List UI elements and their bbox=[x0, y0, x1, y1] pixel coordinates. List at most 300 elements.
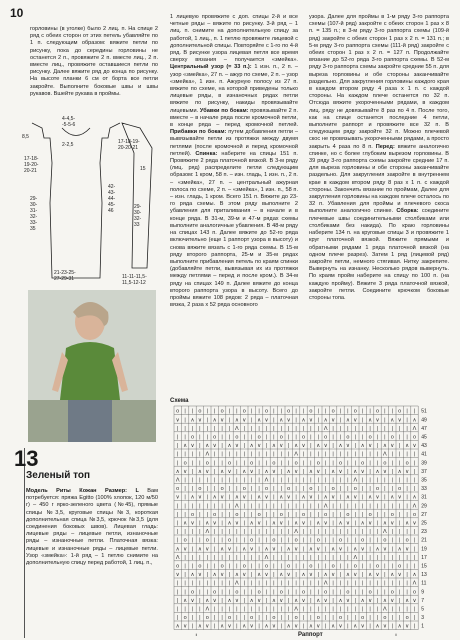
chart-row-number: 41 bbox=[421, 451, 427, 458]
chart-stitch-symbol: | bbox=[176, 529, 179, 536]
chart-stitch-symbol: | bbox=[339, 589, 342, 596]
chart-stitch-symbol: | bbox=[339, 554, 342, 561]
chart-stitch-symbol: | bbox=[213, 503, 216, 510]
chart-stitch-symbol: ∧ bbox=[190, 417, 195, 424]
chart-stitch-symbol: o bbox=[361, 615, 365, 622]
chart-stitch-symbol: ∨ bbox=[331, 417, 336, 424]
chart-stitch-symbol: | bbox=[406, 563, 408, 570]
chart-stitch-symbol: | bbox=[280, 451, 283, 458]
chart-stitch-symbol: ∧ bbox=[331, 468, 336, 475]
chart-stitch-symbol: | bbox=[258, 425, 260, 432]
chart-stitch-symbol: | bbox=[287, 477, 290, 484]
chart-stitch-symbol: | bbox=[250, 572, 253, 579]
chart-stitch-symbol: ∨ bbox=[353, 417, 358, 424]
chart-stitch-symbol: | bbox=[228, 503, 231, 510]
chart-stitch-symbol: o bbox=[383, 460, 387, 467]
chart-stitch-symbol: Λ bbox=[235, 580, 239, 587]
chart-stitch-symbol: o bbox=[287, 563, 291, 570]
chart-stitch-symbol: | bbox=[302, 486, 305, 493]
chart-stitch-symbol: | bbox=[184, 589, 186, 596]
chart-stitch-symbol: | bbox=[265, 589, 268, 596]
chart-stitch-symbol: | bbox=[398, 443, 401, 450]
chart-stitch-symbol: ∧ bbox=[375, 546, 380, 553]
chart-stitch-symbol: | bbox=[339, 408, 342, 415]
chart-stitch-symbol: | bbox=[250, 494, 253, 501]
chart-stitch-symbol: | bbox=[376, 580, 379, 587]
chart-stitch-symbol: | bbox=[236, 477, 238, 484]
chart-stitch-symbol: | bbox=[347, 623, 349, 630]
chart-stitch-symbol: o bbox=[213, 434, 217, 441]
chart-stitch-symbol: ∧ bbox=[331, 546, 336, 553]
chart-stitch-symbol: | bbox=[250, 486, 253, 493]
chart-stitch-symbol: | bbox=[213, 580, 216, 587]
chart-stitch-symbol: | bbox=[324, 615, 327, 622]
chart-stitch-symbol: ∧ bbox=[286, 546, 291, 553]
chart-stitch-symbol: ∨ bbox=[271, 546, 276, 553]
chart-stitch-symbol: | bbox=[228, 563, 231, 570]
chart-stitch-symbol: | bbox=[243, 615, 246, 622]
chart-stitch-symbol: | bbox=[258, 486, 260, 493]
chart-stitch-symbol: o bbox=[257, 511, 261, 518]
chart-stitch-symbol: | bbox=[347, 537, 349, 544]
chart-stitch-symbol: ∧ bbox=[405, 520, 410, 527]
chart-stitch-symbol: Λ bbox=[264, 477, 269, 484]
chart-stitch-symbol: | bbox=[206, 408, 209, 415]
chart-stitch-symbol: | bbox=[273, 503, 275, 510]
chart-stitch-symbol: | bbox=[221, 589, 223, 596]
chart-stitch-symbol: | bbox=[250, 408, 253, 415]
chart-stitch-symbol: o bbox=[375, 408, 380, 415]
chart-stitch-symbol: | bbox=[250, 451, 253, 458]
chart-stitch-symbol: | bbox=[213, 606, 216, 613]
chart-stitch-symbol: | bbox=[287, 511, 290, 518]
chart-stitch-symbol: | bbox=[339, 503, 342, 510]
chart-stitch-symbol: | bbox=[221, 537, 223, 544]
chart-stitch-symbol: | bbox=[199, 477, 201, 484]
chart-stitch-symbol: o bbox=[176, 486, 180, 493]
chart-stitch-symbol: | bbox=[413, 606, 416, 613]
chart-stitch-symbol: ∧ bbox=[345, 494, 350, 501]
chart-stitch-symbol: ∧ bbox=[301, 572, 306, 579]
chart-stitch-symbol: | bbox=[302, 563, 305, 570]
chart-stitch-symbol: | bbox=[310, 615, 312, 622]
chart-stitch-symbol: | bbox=[354, 615, 357, 622]
chart-stitch-symbol: Λ bbox=[383, 451, 387, 458]
chart-stitch-symbol: | bbox=[398, 520, 401, 527]
chart-stitch-symbol: | bbox=[287, 554, 290, 561]
chart-stitch-symbol: ∨ bbox=[323, 597, 328, 604]
chart-stitch-symbol: | bbox=[184, 494, 186, 501]
chart-stitch-symbol: ∨ bbox=[257, 597, 262, 604]
chart-stitch-symbol: | bbox=[369, 606, 371, 613]
chart-stitch-symbol: o bbox=[235, 434, 239, 441]
chart-row-number: 19 bbox=[421, 546, 427, 553]
chart-stitch-symbol: | bbox=[206, 554, 209, 561]
chart-stitch-symbol: ∧ bbox=[183, 443, 188, 450]
chart-stitch-symbol: ∧ bbox=[279, 494, 284, 501]
chart-stitch-symbol: | bbox=[332, 443, 334, 450]
chart-stitch-symbol: ∨ bbox=[220, 572, 225, 579]
chart-stitch-symbol: | bbox=[317, 580, 320, 587]
chart-stitch-symbol: Λ bbox=[323, 425, 328, 432]
chart-stitch-symbol: | bbox=[398, 537, 401, 544]
chart-stitch-symbol: o bbox=[375, 563, 380, 570]
chart-stitch-symbol: ∧ bbox=[227, 597, 232, 604]
chart-stitch-symbol: | bbox=[376, 606, 379, 613]
chart-stitch-symbol: | bbox=[391, 425, 394, 432]
chart-stitch-symbol: | bbox=[191, 460, 194, 467]
chart-stitch-symbol: ∨ bbox=[249, 546, 254, 553]
chart-stitch-symbol: o bbox=[309, 563, 313, 570]
chart-stitch-symbol: ∨ bbox=[316, 468, 321, 475]
chart-row-number: 1 bbox=[421, 623, 424, 630]
chart-stitch-symbol: | bbox=[369, 451, 371, 458]
chart-stitch-symbol: | bbox=[384, 434, 386, 441]
chart-stitch-symbol: | bbox=[295, 511, 297, 518]
chart-stitch-symbol: | bbox=[280, 615, 283, 622]
chart-stitch-symbol: ∧ bbox=[412, 572, 417, 579]
left_col_d-segment: Платочная вязка: лицевые и изнаночные ряды – лицевые петли. bbox=[26, 538, 158, 552]
chart-stitch-symbol: | bbox=[398, 451, 401, 458]
chart-stitch-symbol: o bbox=[383, 537, 387, 544]
section-divider bbox=[24, 448, 25, 638]
chart-stitch-symbol: | bbox=[258, 468, 260, 475]
chart-stitch-symbol: | bbox=[376, 529, 379, 536]
chart-stitch-symbol: o bbox=[383, 615, 387, 622]
chart-stitch-symbol: | bbox=[339, 529, 342, 536]
chart-stitch-symbol: | bbox=[258, 460, 260, 467]
chart-stitch-symbol: ∨ bbox=[412, 443, 417, 450]
chart-stitch-symbol: | bbox=[199, 520, 201, 527]
chart-stitch-symbol: ∧ bbox=[338, 597, 343, 604]
chart-stitch-symbol: | bbox=[287, 503, 290, 510]
chart-stitch-symbol: | bbox=[406, 425, 408, 432]
chart-stitch-symbol: Λ bbox=[235, 503, 239, 510]
chart-stitch-symbol: | bbox=[228, 572, 231, 579]
chart-stitch-symbol: ∨ bbox=[190, 520, 195, 527]
chart-stitch-symbol: o bbox=[220, 563, 224, 570]
chart-stitch-symbol: | bbox=[332, 537, 334, 544]
chart-stitch-symbol: | bbox=[347, 529, 349, 536]
chart-stitch-symbol: o bbox=[301, 434, 306, 441]
chart-row-number: 25 bbox=[421, 520, 427, 527]
chart-stitch-symbol: | bbox=[243, 580, 246, 587]
chart-stitch-symbol: o bbox=[390, 511, 394, 518]
chart-stitch-symbol: o bbox=[213, 511, 217, 518]
chart-stitch-symbol: | bbox=[287, 529, 290, 536]
chart-stitch-symbol: | bbox=[176, 606, 179, 613]
chart-stitch-symbol: o bbox=[346, 434, 350, 441]
chart-stitch-symbol: ∧ bbox=[249, 520, 254, 527]
chart-row-number: 7 bbox=[421, 597, 424, 604]
chart-stitch-symbol: | bbox=[258, 623, 260, 630]
chart-stitch-symbol: | bbox=[258, 563, 260, 570]
chart-stitch-symbol: | bbox=[199, 580, 201, 587]
chart-stitch-symbol: | bbox=[295, 589, 297, 596]
chart-stitch-symbol: ∨ bbox=[338, 623, 343, 630]
chart-stitch-symbol: ∨ bbox=[264, 494, 269, 501]
chart-stitch-symbol: o bbox=[190, 589, 195, 596]
chart-stitch-symbol: | bbox=[228, 511, 231, 518]
chart-stitch-symbol: | bbox=[398, 580, 401, 587]
chart-stitch-symbol: | bbox=[280, 606, 283, 613]
chart-row-number: 13 bbox=[421, 572, 427, 579]
chart-stitch-symbol: ∨ bbox=[227, 468, 232, 475]
chart-stitch-symbol: | bbox=[324, 529, 327, 536]
chart-stitch-symbol: | bbox=[406, 408, 408, 415]
schematic-label-right-lower: 29-30-32-33 bbox=[134, 204, 142, 228]
chart-stitch-symbol: o bbox=[412, 511, 417, 518]
chart-row-number: 31 bbox=[421, 494, 427, 501]
chart-stitch-symbol: ∨ bbox=[308, 494, 313, 501]
chart-stitch-symbol: | bbox=[384, 477, 386, 484]
chart-stitch-symbol: ∧ bbox=[390, 572, 395, 579]
left_col_d-segment: Вам потребуется: пряжа Egitto (100% хлопок, 120 м/50 г) – 450 г ярко-зеленого цвета (№45), прямые спицы №3,5, круговые спицы №3, короткая дополнительная спица №3,5, крючок №3,5 (для соединения боковых швов). bbox=[26, 488, 158, 531]
schematic-label-left-top: 8,5 bbox=[22, 134, 29, 140]
chart-stitch-symbol: o bbox=[227, 460, 232, 467]
chart-stitch-symbol: | bbox=[310, 537, 312, 544]
chart-stitch-symbol: ∨ bbox=[279, 597, 284, 604]
chart-stitch-symbol: | bbox=[280, 408, 283, 415]
pattern-number: 13 bbox=[14, 446, 39, 471]
chart-stitch-symbol: | bbox=[317, 434, 320, 441]
chart-stitch-symbol: Λ bbox=[175, 477, 180, 484]
right_col_b-segment: 1 лицевую провяжите с доп. спицы 2-й и все четные ряды – вяжите по рисунку. 3-й ряд – 1 лиц. п. снимите на дополнительную спицу за работой, 1 лиц., п. 1 петлю провяжите лицевой с дополнительной спицы. Повторяйте с 1-го по 4-й ряд. В рисунке узора лицевая петля все время сверху вязания – получается «змейка». bbox=[170, 14, 298, 64]
chart-stitch-symbol: | bbox=[406, 606, 408, 613]
schematic-label-right-bottom: 11-11-11,5-11,5-12-12 bbox=[122, 274, 147, 286]
chart-stitch-symbol: | bbox=[273, 589, 275, 596]
chart-stitch-symbol: ∨ bbox=[205, 468, 210, 475]
chart-stitch-symbol: | bbox=[354, 443, 357, 450]
chart-row-number: 3 bbox=[421, 615, 424, 622]
chart-stitch-symbol: o bbox=[294, 537, 298, 544]
chart-stitch-symbol: | bbox=[176, 615, 179, 622]
model-photo bbox=[28, 290, 156, 442]
chart-stitch-symbol: ∨ bbox=[227, 623, 232, 630]
chart-stitch-symbol: | bbox=[398, 477, 401, 484]
chart-stitch-symbol: | bbox=[295, 417, 297, 424]
chart-stitch-symbol: | bbox=[273, 554, 275, 561]
chart-stitch-symbol: ∨ bbox=[316, 546, 321, 553]
chart-stitch-symbol: ∧ bbox=[360, 520, 365, 527]
chart-stitch-symbol: | bbox=[184, 580, 186, 587]
chart-stitch-symbol: ∧ bbox=[227, 520, 232, 527]
chart-stitch-symbol: ∨ bbox=[220, 417, 225, 424]
chart-stitch-symbol: | bbox=[361, 477, 364, 484]
chart-stitch-symbol: | bbox=[369, 529, 371, 536]
chart-stitch-symbol: | bbox=[339, 417, 342, 424]
chart-stitch-symbol: | bbox=[265, 503, 268, 510]
chart-row-number: 35 bbox=[421, 477, 427, 484]
chart-stitch-symbol: o bbox=[368, 434, 372, 441]
chart-stitch-symbol: | bbox=[199, 529, 201, 536]
chart-stitch-symbol: | bbox=[391, 580, 394, 587]
chart-stitch-symbol: ∨ bbox=[227, 546, 232, 553]
chart-stitch-symbol: | bbox=[228, 529, 231, 536]
chart-stitch-symbol: ∨ bbox=[242, 417, 247, 424]
chart-stitch-symbol: ∨ bbox=[353, 572, 358, 579]
chart-stitch-symbol: | bbox=[406, 486, 408, 493]
chart-stitch-symbol: o bbox=[301, 589, 306, 596]
chart-stitch-symbol: | bbox=[413, 408, 416, 415]
chart-stitch-symbol: ∧ bbox=[197, 468, 202, 475]
chart-row-number: 21 bbox=[421, 537, 427, 544]
chart-stitch-symbol: o bbox=[272, 537, 276, 544]
chart-stitch-symbol: ∨ bbox=[353, 494, 358, 501]
chart-stitch-symbol: ∧ bbox=[183, 597, 188, 604]
top-left-text: горловины (в уголке) было 2 лиц. п. На спице 2 ряд с обеих сторон от этих петель убавляйте по 1 п. следующим образом: вяжите петли по рисунку, пока до середины горловины не останется 2 п., провяжите 2 п. вместе лиц., 2 п. вместе лиц., провяжите оставшиеся петли по рисунку. Далее вяжите ряд до конца по рисунку. На высоте планки 6 см от борта все петли закройте. Выполните боковые швы и швы рукавов. Вшейте рукава в проймы. bbox=[30, 26, 158, 97]
chart-stitch-symbol: | bbox=[273, 606, 275, 613]
chart-stitch-symbol: | bbox=[369, 486, 371, 493]
chart-stitch-symbol: ∧ bbox=[286, 468, 291, 475]
chart-stitch-symbol: ∨ bbox=[249, 623, 254, 630]
chart-stitch-symbol: | bbox=[317, 494, 320, 501]
chart-stitch-symbol: | bbox=[361, 434, 364, 441]
chart-stitch-symbol: ∨ bbox=[345, 597, 350, 604]
chart-stitch-symbol: ∨ bbox=[323, 520, 328, 527]
chart-stitch-symbol: | bbox=[213, 486, 216, 493]
chart-stitch-symbol: o bbox=[412, 589, 417, 596]
chart-stitch-symbol: | bbox=[332, 460, 334, 467]
chart-row-number: 23 bbox=[421, 529, 427, 536]
chart-stitch-symbol: | bbox=[287, 443, 290, 450]
chart-stitch-symbol: o bbox=[324, 511, 328, 518]
chart-stitch-symbol: ∨ bbox=[205, 623, 210, 630]
chart-stitch-symbol: | bbox=[369, 503, 371, 510]
chart-stitch-symbol: | bbox=[354, 511, 357, 518]
chart-stitch-symbol: ∨ bbox=[368, 597, 373, 604]
chart-stitch-symbol: ∨ bbox=[234, 443, 239, 450]
chart-stitch-symbol: | bbox=[184, 606, 186, 613]
chart-stitch-symbol: o bbox=[279, 511, 283, 518]
left_col_d-segment: Модель Риты Кожан bbox=[26, 488, 106, 494]
chart-stitch-symbol: ∧ bbox=[183, 520, 188, 527]
chart-stitch-symbol: | bbox=[191, 451, 194, 458]
chart-stitch-symbol: ∧ bbox=[308, 546, 313, 553]
chart-stitch-symbol: | bbox=[384, 486, 386, 493]
chart-stitch-symbol: ∨ bbox=[360, 546, 365, 553]
chart-stitch-symbol: | bbox=[347, 408, 349, 415]
chart-row-number: 29 bbox=[421, 503, 427, 510]
chart-stitch-symbol: ∨ bbox=[271, 468, 276, 475]
chart-stitch-symbol: | bbox=[398, 529, 401, 536]
chart-stitch-symbol: o bbox=[353, 408, 357, 415]
chart-stitch-symbol: | bbox=[250, 434, 253, 441]
chart-stitch-symbol: o bbox=[205, 537, 209, 544]
chart-stitch-symbol: | bbox=[324, 460, 327, 467]
chart-stitch-symbol: o bbox=[257, 434, 261, 441]
chart-stitch-symbol: | bbox=[354, 434, 357, 441]
chart-stitch-symbol: ∨ bbox=[212, 520, 217, 527]
chart-stitch-symbol: | bbox=[413, 477, 416, 484]
page-number: 10 bbox=[10, 6, 24, 20]
chart-stitch-symbol: | bbox=[250, 589, 253, 596]
chart-stitch-symbol: | bbox=[191, 615, 194, 622]
chart-stitch-symbol: ∨ bbox=[175, 572, 180, 579]
chart-stitch-symbol: | bbox=[384, 494, 386, 501]
chart-stitch-symbol: ∧ bbox=[323, 494, 328, 501]
chart-stitch-symbol: | bbox=[295, 486, 297, 493]
chart-stitch-symbol: ∧ bbox=[316, 520, 321, 527]
chart-stitch-symbol: | bbox=[317, 554, 320, 561]
chart-stitch-symbol: | bbox=[332, 511, 334, 518]
chart-stitch-symbol: ∨ bbox=[382, 468, 387, 475]
chart-stitch-symbol: | bbox=[369, 546, 371, 553]
chart-row-number: 47 bbox=[421, 425, 427, 432]
chart-row-number: 33 bbox=[421, 486, 427, 493]
chart-stitch-symbol: | bbox=[302, 529, 305, 536]
chart-stitch-symbol: | bbox=[361, 563, 364, 570]
chart-stitch-symbol: o bbox=[213, 589, 217, 596]
chart-stitch-symbol: | bbox=[324, 606, 327, 613]
chart-stitch-symbol: | bbox=[317, 425, 320, 432]
schematic-label-left-bottom: 29-30-31-32-33-35 bbox=[30, 196, 38, 232]
chart-stitch-symbol: | bbox=[413, 537, 416, 544]
chart-stitch-symbol: | bbox=[332, 520, 334, 527]
chart-stitch-symbol: | bbox=[310, 434, 312, 441]
chart-stitch-symbol: o bbox=[331, 563, 335, 570]
chart-stitch-symbol: ∧ bbox=[197, 623, 202, 630]
chart-stitch-symbol: | bbox=[184, 417, 186, 424]
chart-stitch-symbol: | bbox=[302, 451, 305, 458]
chart-stitch-symbol: | bbox=[273, 580, 275, 587]
chart-stitch-symbol: o bbox=[205, 615, 209, 622]
chart-stitch-symbol: | bbox=[280, 546, 283, 553]
chart-stitch-symbol: | bbox=[310, 597, 312, 604]
chart-stitch-symbol: | bbox=[413, 615, 416, 622]
chart-stitch-symbol: | bbox=[406, 572, 408, 579]
chart-stitch-symbol: | bbox=[206, 494, 209, 501]
chart-stitch-symbol: o bbox=[264, 486, 269, 493]
chart-stitch-symbol: ∨ bbox=[301, 443, 306, 450]
chart-stitch-symbol: ∧ bbox=[175, 623, 180, 630]
chart-stitch-symbol: | bbox=[347, 580, 349, 587]
chart-stitch-symbol: o bbox=[287, 486, 291, 493]
chart-stitch-symbol: ∧ bbox=[212, 417, 217, 424]
chart-stitch-symbol: ∨ bbox=[205, 546, 210, 553]
chart-stitch-symbol: | bbox=[236, 606, 238, 613]
materials-column bbox=[26, 488, 158, 638]
right_col_b-segment: наберите на спицы 151 п. Провяжите 2 ряда платочной вязкой. В 3-м ряду (лиц. ряд) распределите петли следующим образом: 1 кром, 58 п. – изн. гладь, 1 изн. п., 2 п. – «змейка», 27 п. – центральный ажурная полоса по схеме, 2 п. – «змейка», 1 изн. п., 58 п. – изн. гладь, 1 кром. Всего 151 п. Вяжите до 23-го ряда схемы. В этом ряду выполните 2 убавления для приталивания – в начале и в конце ряда. В 31-м, 39-м и 47-м рядах схемы выполните аналогичные убавления. В 48-м ряду на спицах 143 п. Далее вяжите до 52-го ряда включительно (еще 1 раппорт узора в высоту) и снова вяжите вязать с 1-го ряда схемы. В 15-м ряду второго раппорта, 25-м и 35-м рядах выполните прибавления петель по краям спинки (добавляйте петли, вывязывая их из протяжки между петлями – перед и после кром.). В 34-м ряду на спицах 149 п. Далее вяжите до конца второго раппорта узора в высоту. Всего до проймы вяжите 108 рядов: 2 ряда – платочная вязка, 2 раза х 52 ряда основного bbox=[170, 150, 298, 309]
chart-stitch-symbol: | bbox=[243, 434, 246, 441]
chart-stitch-symbol: | bbox=[280, 486, 283, 493]
chart-stitch-symbol: | bbox=[265, 443, 268, 450]
chart-stitch-symbol: | bbox=[376, 451, 379, 458]
chart-stitch-symbol: | bbox=[213, 623, 216, 630]
chart-stitch-symbol: ∧ bbox=[242, 546, 247, 553]
schematic-label-left-mid: 2-2,5 bbox=[62, 142, 74, 148]
chart-stitch-symbol: ∨ bbox=[308, 572, 313, 579]
chart-stitch-symbol: o bbox=[242, 563, 246, 570]
chart-stitch-symbol: o bbox=[198, 486, 202, 493]
chart-stitch-symbol: ∧ bbox=[412, 417, 417, 424]
chart-stitch-symbol: ∨ bbox=[294, 468, 299, 475]
chart-stitch-symbol: | bbox=[265, 580, 268, 587]
chart-stitch-symbol: | bbox=[176, 460, 179, 467]
chart-stitch-symbol: | bbox=[369, 477, 371, 484]
chart-stitch-symbol: | bbox=[384, 503, 386, 510]
right_col_c-segment: Сборка: bbox=[396, 208, 422, 215]
chart-stitch-symbol: | bbox=[384, 417, 386, 424]
chart-stitch-symbol: | bbox=[221, 597, 223, 604]
chart-stitch-symbol: | bbox=[213, 554, 216, 561]
chart-stitch-symbol: | bbox=[191, 408, 194, 415]
chart-stitch-symbol: ∨ bbox=[360, 468, 365, 475]
chart-stitch-symbol: | bbox=[347, 425, 349, 432]
chart-stitch-symbol: | bbox=[191, 477, 194, 484]
chart-stitch-symbol: | bbox=[265, 529, 268, 536]
chart-stitch-symbol: | bbox=[398, 511, 401, 518]
